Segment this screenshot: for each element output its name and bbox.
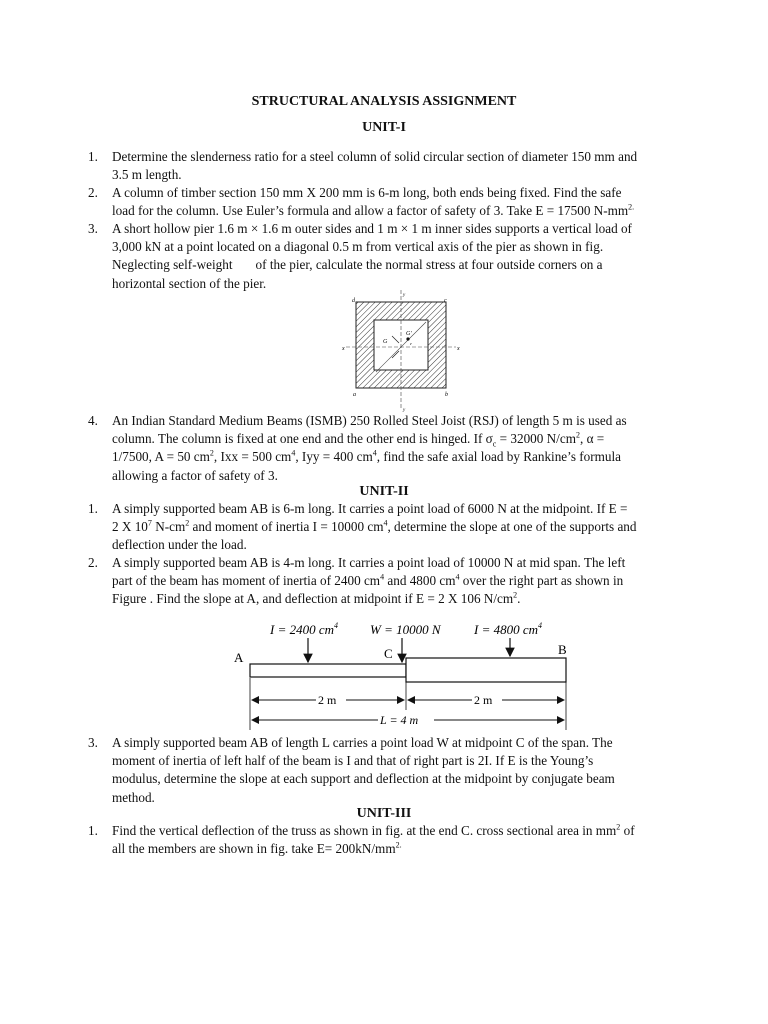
question-number: 3. <box>88 735 98 750</box>
right-inertia-label: I = 4800 $cm^4$ <box>474 621 543 637</box>
question-line <box>112 448 680 466</box>
superscript: 4 <box>291 449 296 459</box>
question-line: 3.5 m length. <box>112 167 182 183</box>
text-run: Figure . Find the slope at A, and deflection at midpoint if E = 2 X 106 N/cm <box>112 591 514 607</box>
question-line: 3,000 kN at a point located on a diagonal 0.5 m from vertical axis of the pier as shown in fig. <box>112 239 604 255</box>
load-point-label: G' <box>406 331 412 337</box>
axis-label-bottom: y <box>403 408 406 412</box>
superscript: 7 <box>147 518 152 528</box>
question-line: A short hollow pier 1.6 m × 1.6 m outer sides and 1 m × 1 m inner sides supports a vertical load of <box>112 221 632 236</box>
text-run: , Ixx = 500 cm <box>213 449 292 465</box>
unit-1-heading: UNIT-I <box>362 120 406 135</box>
text-run: all the members are shown in fig. take E= 200kN/mm <box>112 841 396 857</box>
text-run: , determine the slope at one of the supports and <box>387 519 637 535</box>
unit3-question-1 <box>88 822 680 858</box>
right-span-label: 2 m <box>474 693 493 707</box>
superscript: 2 <box>209 449 214 459</box>
text-run: part of the beam has moment of inertia of 2400 cm <box>112 573 381 589</box>
text-run: load for the column. Use Euler’s formula and allow a factor of safety of 3. Take E = 17500 N-mm <box>112 203 629 219</box>
question-number: 3. <box>88 221 98 236</box>
support-label-b: B <box>558 642 567 657</box>
support-label-a: A <box>234 650 244 665</box>
question-line: A simply supported beam AB is 6-m long. It carries a point load of 6000 N at the midpoint. If E = <box>112 501 628 516</box>
superscript: 4 <box>383 518 388 528</box>
question-line <box>112 202 680 220</box>
text-run: column. The column is fixed at one end and the other end is hinged. If σ <box>112 431 493 447</box>
question-number: 1. <box>88 501 98 516</box>
question-number: 2. <box>88 555 98 570</box>
unit1-question-3 <box>88 220 680 293</box>
subscript: c <box>492 439 497 449</box>
superscript: 2 <box>185 518 190 528</box>
text-run: and moment of inertia I = 10000 cm <box>189 519 384 535</box>
text-run: 2 X 10 <box>112 519 148 535</box>
total-span-label: L = 4 m <box>380 713 419 727</box>
question-line <box>112 518 680 536</box>
eccentricity-label: e <box>410 341 412 346</box>
centroid-label: G <box>383 339 388 345</box>
hollow-pier-figure <box>336 290 466 412</box>
unit2-question-3 <box>88 734 680 807</box>
question-number: 4. <box>88 413 98 428</box>
unit-3-heading: UNIT-III <box>356 806 412 821</box>
text-run: of <box>620 823 635 838</box>
question-line: Determine the slenderness ratio for a steel column of solid circular section of diameter 150 mm and <box>112 149 638 164</box>
superscript: 4 <box>372 449 377 459</box>
corner-label-c: c <box>444 298 447 304</box>
text-run: over the right part as shown in <box>459 573 624 589</box>
text-run: , α = <box>579 431 605 447</box>
axis-label-top: y <box>403 293 406 298</box>
text-run: and 4800 cm <box>384 573 456 589</box>
question-line <box>112 590 680 608</box>
question-number: 1. <box>88 823 98 838</box>
unit1-question-2 <box>88 184 680 220</box>
beam-right-part <box>406 658 566 682</box>
left-span-label: 2 m <box>318 693 337 707</box>
question-line: A simply supported beam AB of length L carries a point load W at midpoint C of the span. The <box>112 735 613 750</box>
unit-2-heading: UNIT-II <box>359 484 409 499</box>
point-load-label: W = 10000 N <box>370 622 441 637</box>
question-line: horizontal section of the pier. <box>112 275 267 291</box>
corner-label-a: a <box>353 392 356 398</box>
superscript: 2. <box>395 840 402 850</box>
superscript: 2 <box>616 822 621 832</box>
question-line <box>112 822 680 840</box>
corner-label-d: d <box>352 298 355 304</box>
unit2-question-1 <box>88 500 680 555</box>
question-line: method. <box>112 789 155 805</box>
beam-left-part <box>250 664 406 677</box>
question-line: modulus, determine the slope at each support and deflection at the midpoint by conjugate beam <box>112 771 615 787</box>
corner-label-b: b <box>445 392 448 398</box>
document-title: STRUCTURAL ANALYSIS ASSIGNMENT <box>251 94 517 109</box>
question-line: A column of timber section 150 mm X 200 mm is 6-m long, both ends being fixed. Find the safe <box>112 185 622 200</box>
text-run: N-cm <box>151 519 186 535</box>
unit1-question-4 <box>88 412 680 485</box>
text-run: = 32000 N/cm <box>496 431 576 447</box>
question-line: An Indian Standard Medium Beams (ISMB) 250 Rolled Steel Joist (RSJ) of length 5 m is used as <box>112 413 627 428</box>
superscript: 2. <box>628 202 635 212</box>
question-line: allowing a factor of safety of 3. <box>112 467 278 483</box>
question-line <box>112 430 680 448</box>
unit2-question-2 <box>88 554 680 609</box>
axis-label-x-left: x <box>342 346 345 352</box>
midpoint-label-c: C <box>384 646 393 661</box>
superscript: 2 <box>513 591 518 601</box>
question-line: deflection under the load. <box>112 537 247 553</box>
axis-label-x-right: x <box>457 346 460 352</box>
left-inertia-label: I = 2400 $cm^4$ <box>270 621 339 637</box>
question-line: moment of inertia of left half of the beam is I and that of right part is 2I. If E is the Young’s <box>112 753 594 769</box>
question-number: 2. <box>88 185 98 200</box>
text-run: Find the vertical deflection of the truss as shown in fig. at the end C. cross sectional area in mm <box>112 823 617 838</box>
superscript: 4 <box>455 572 460 582</box>
unit1-question-1 <box>88 148 680 184</box>
text-run: 1/7500, A = 50 cm <box>112 449 210 465</box>
question-number: 1. <box>88 149 98 164</box>
text-run: . <box>517 591 521 607</box>
superscript: 2 <box>575 430 580 440</box>
question-line: Neglecting self-weight of the pier, calculate the normal stress at four outside corners on a <box>112 257 603 273</box>
question-line <box>112 840 680 858</box>
stepped-beam-figure <box>228 612 588 738</box>
superscript: 4 <box>380 572 385 582</box>
text-run: , find the safe axial load by Rankine’s formula <box>376 449 621 465</box>
question-line: A simply supported beam AB is 4-m long. It carries a point load of 10000 N at mid span. The left <box>112 555 626 570</box>
question-line <box>112 572 680 590</box>
text-run: , Iyy = 400 cm <box>295 449 373 465</box>
